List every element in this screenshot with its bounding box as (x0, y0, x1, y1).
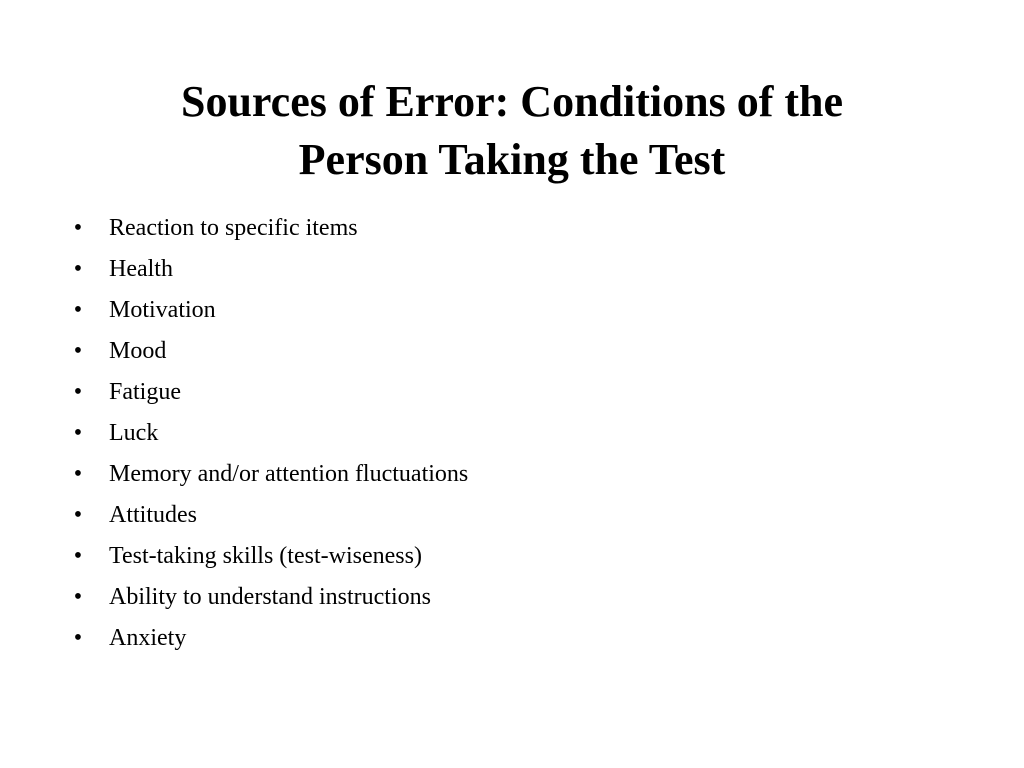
slide-title (72, 73, 952, 189)
bullet-icon: • (73, 584, 83, 610)
bullet-text: Luck (109, 420, 159, 446)
bullet-icon: • (73, 461, 83, 487)
bullet-text: Attitudes (109, 502, 197, 528)
bullet-text: Motivation (109, 297, 216, 323)
bullet-item (66, 413, 926, 454)
bullet-text: Mood (109, 338, 167, 364)
bullet-item (66, 372, 926, 413)
bullet-list (66, 208, 926, 659)
bullet-item (66, 331, 926, 372)
title-line: Sources of Error: Conditions of the (180, 77, 844, 127)
bullet-icon: • (73, 543, 83, 569)
bullet-icon: • (73, 502, 83, 528)
bullet-text: Anxiety (109, 625, 187, 651)
bullet-item (66, 290, 926, 331)
bullet-text: Fatigue (109, 379, 181, 405)
bullet-item (66, 249, 926, 290)
bullet-text: Health (109, 256, 173, 282)
bullet-icon: • (73, 297, 83, 323)
bullet-item (66, 577, 926, 618)
title-line: Person Taking the Test (298, 135, 726, 185)
bullet-item (66, 208, 926, 249)
bullet-item (66, 495, 926, 536)
bullet-text: Ability to understand instructions (109, 584, 431, 610)
bullet-text: Reaction to specific items (109, 215, 358, 241)
bullet-icon: • (73, 256, 83, 282)
bullet-text: Memory and/or attention fluctuations (109, 461, 469, 487)
bullet-text: Test-taking skills (test-wiseness) (109, 543, 422, 569)
bullet-item (66, 536, 926, 577)
bullet-icon: • (73, 215, 83, 241)
bullet-icon: • (73, 338, 83, 364)
bullet-icon: • (73, 625, 83, 651)
bullet-item (66, 618, 926, 659)
bullet-icon: • (73, 379, 83, 405)
bullet-icon: • (73, 420, 83, 446)
bullet-item (66, 454, 926, 495)
